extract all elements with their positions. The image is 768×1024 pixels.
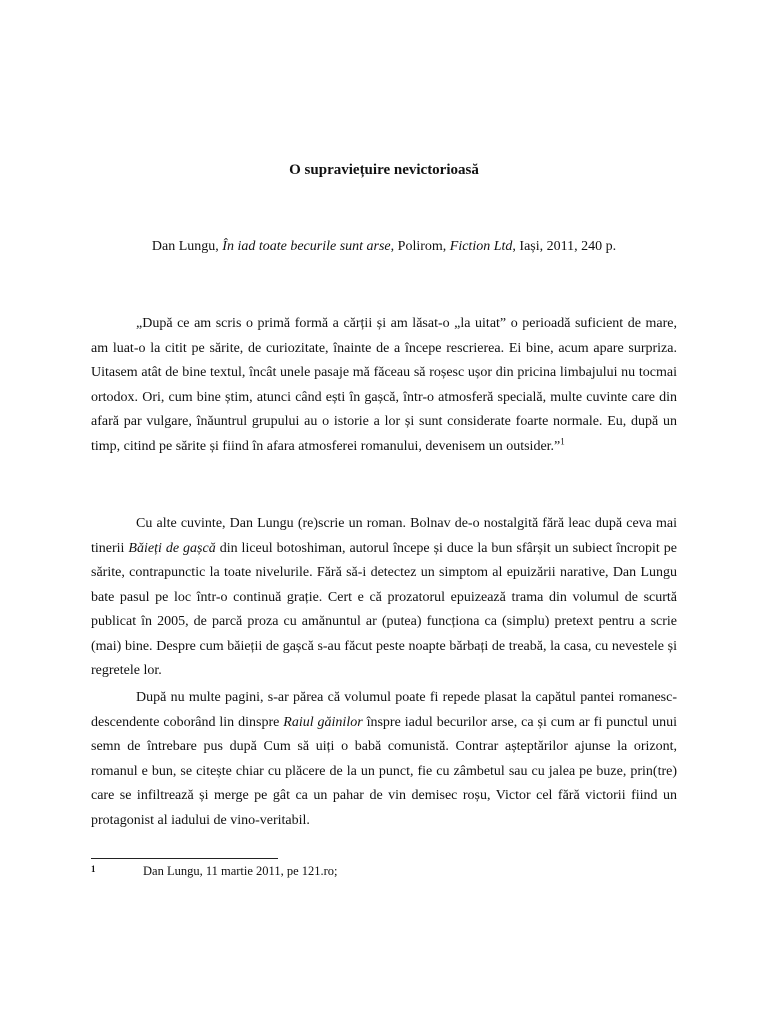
paragraph-2-text-a: Cu alte cuvinte, Dan Lungu (re)scrie un roman. Bolnav de-o nostalgită fără leac după ceva mai tinerii — [91, 516, 677, 556]
paragraph-2-italic: Băieți de gașcă — [128, 540, 216, 556]
reference-author: Dan Lungu, — [151, 239, 223, 254]
reference-book-title: În iad toate becurile sunt arse — [222, 239, 391, 254]
reference-details: , Iași, 2011, 240 p. — [512, 239, 617, 254]
paragraph-3 — [91, 686, 677, 833]
paragraph-2 — [91, 512, 677, 684]
footnote-reference[interactable]: 1 — [560, 435, 565, 446]
reference-publisher: , Polirom, — [390, 239, 450, 254]
reference-collection: Fiction Ltd — [449, 239, 513, 254]
paragraph-3-text-a: După nu multe pagini, s-ar părea că volumul poate fi repede plasat la capătul pantei romanesc-descendente coborând lin dinspre — [91, 690, 677, 730]
paragraph-quote-text: „După ce am scris o primă formă a cărții și am lăsat-o „la uitat” o perioadă suficient de mare, am luat-o la citit pe sărite, de curiozitate, înainte de a începe rescrierea. Ei bine, acum apare surpriza. Uitasem atât de bine textul, încât unele pasaje mă făceau să roșesc ușor din pricina limbajului nu tocmai ortodox. Ori, cum bine știm, atunci când ești în gașcă, într-o atmosferă specială, multe cuvinte care din afară par vulgare, înăuntrul grupului au o istorie a lor și sunt considerate foarte normale. Eu, după un timp, citind pe sărite și fiind în afara atmosferei romanului, devenisem un outsider.” — [91, 316, 677, 454]
footnote — [91, 864, 677, 879]
paragraph-3-text-b: înspre iadul becurilor arse, ca și cum ar fi punctul unui semn de întrebare pus după Cum să uiți o babă comunistă. Contrar așteptărilor ajunse la orizont, romanul e bun, se citește chiar cu plăcere de la un punct, fie cu zâmbetul sau cu jalea pe buze, prin(tre) care se infiltrează și merge pe gât ca un pahar de vin demisec roșu, Victor cel fără victorii fiind un protagonist al iadului de vino-veritabil. — [91, 714, 677, 828]
book-reference — [0, 239, 768, 255]
paragraph-3-italic: Raiul găinilor — [283, 714, 363, 730]
footnote-divider — [91, 858, 278, 859]
footnote-text: Dan Lungu, 11 martie 2011, pe 121.ro; — [143, 864, 338, 878]
document-title: O supraviețuire nevictorioasă — [289, 162, 479, 178]
paragraph-2-text-b: din liceul botoshiman, autorul începe și duce la bun sfârșit un subiect încropit pe sărite, contrapunctic la toate nivelurile. Fără să-i detectez un simptom al epuizării narative, Dan Lungu bate pasul pe loc într-o continuă grație. Cert e că prozatorul epuizează trama din volumul de scurtă publicat în 2005, de parcă proza cu amănuntul ar (putea) funcționa ca (simplu) pretext pentru a scrie (mai) bine. Despre cum băieții de gașcă s-au făcut peste noapte bărbați de treabă, la casa, cu nevestele și regretele lor. — [91, 540, 677, 678]
paragraph-quote — [91, 312, 677, 459]
footnote-number: 1 — [91, 864, 96, 874]
